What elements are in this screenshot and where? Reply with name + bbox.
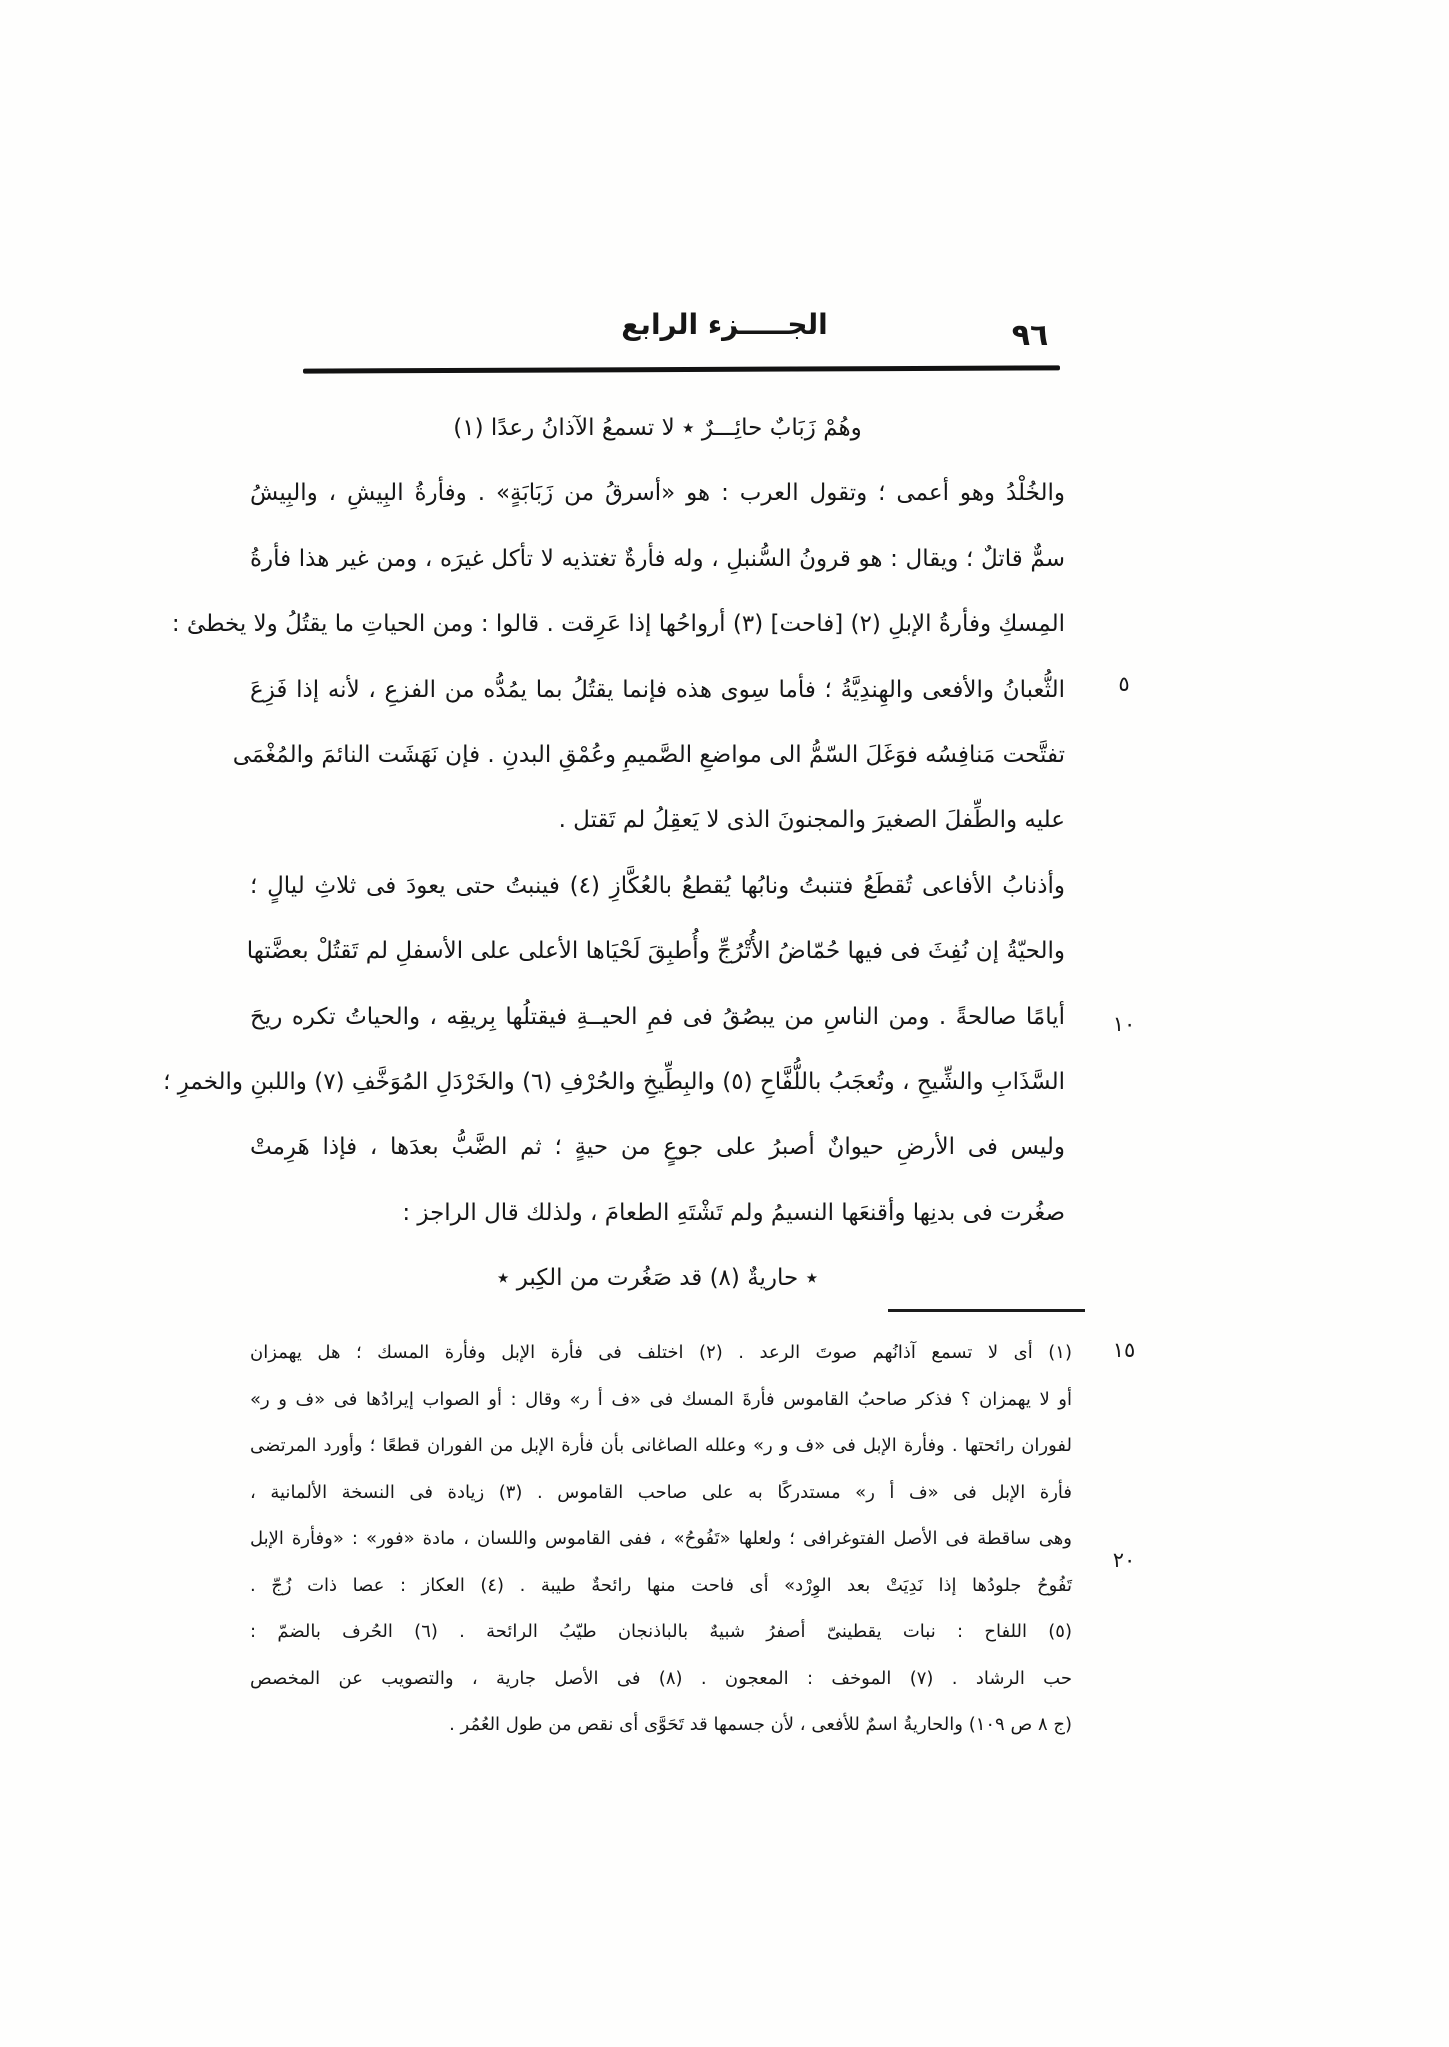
margin-line-number-10: ١٠ [1112,1012,1136,1036]
body-line: تفتَّحت مَنافِسُه فوَغَلَ السّمُّ الى مواضعِ الصَّميمِ وعُمْقِ البدنِ . فإن نَهَشَت النائمَ والمُغْمَى [232,741,1065,768]
body-line: المِسكِ وفأرةُ الإبلِ (٢) [فاحت] (٣) أرواحُها إذا عَرِقت . قالوا : ومن الحياتِ ما يقتُلُ ولا يخطئ : [171,611,1065,638]
volume-title: الجـــــزء الرابع [621,308,828,341]
footnote-line: (١) أى لا تسمع آذانُهم صوتَ الرعد . (٢) اختلف فى فأرة الإبل وفأرة المسك ؛ هل يهمزان [250,1342,1072,1363]
body-line: الثُّعبانُ والأفعى والهِندِيَّةُ ؛ فأما سِوى هذه فإنما يقتُلُ بما يمُدُّه من الفزعِ ، لأنه إذا فَزِعَ [250,676,1065,703]
body-line: وليس فى الأرضِ حيوانٌ أصبرُ على جوعٍ من حيةٍ ؛ ثم الضَّبُّ بعدَها ، فإذا هَرِمتْ [250,1134,1065,1161]
margin-line-number-15: ١٥ [1112,1338,1136,1362]
header-divider-rule [303,365,1060,373]
footnotes-block [250,1330,1072,1749]
body-line-paragraph-end: صغُرت فى بدنِها وأقنعَها النسيمُ ولم تَشْتَهِ الطعامَ ، ولذلك قال الراجز : [402,1199,1065,1226]
footnote-separator-rule [888,1309,1085,1312]
body-line: سمٌّ قاتلٌ ؛ ويقال : هو قرونُ السُّنبلِ ، وله فأرةٌ تغتذيه لا تأكل غيرَه ، ومن غير هذا فأرةُ [250,545,1065,572]
margin-line-number-5: ٥ [1118,672,1130,696]
margin-line-number-20: ٢٠ [1112,1548,1136,1572]
footnote-line: أو لا يهمزان ؟ فذكر صاحبُ القاموس فأرةَ المسك فى «ف أ ر» وقال : أو الصواب إيرادُها فى «ف و ر» [250,1388,1072,1410]
verse-line-bottom: ٭ حاريةٌ (٨) قد صَغُرت من الكِبر ٭ [496,1265,819,1292]
footnote-line: لفوران رائحتها . وفأرة الإبل فى «ف و ر» وعلله الصاغانى بأن فأرة الإبل من الفوران قطعًا ؛ وأورد المرتضى [250,1435,1072,1456]
body-line: وأذنابُ الأفاعى تُقطَعُ فتنبتُ ونابُها يُقطعُ بالعُكَّازِ (٤) فينبتُ حتى يعودَ فى ثلاثِ ليالٍ ؛ [250,872,1065,899]
footnote-line: وهى ساقطة فى الأصل الفتوغرافى ؛ ولعلها «تَفُوحُ» ، ففى القاموس واللسان ، مادة «فور» : «وفأرة الإبل [250,1528,1072,1549]
body-line: والخُلْدُ وهو أعمى ؛ وتقول العرب : هو «أسرقُ من زَبَابَةٍ» . وفأرةُ البِيشِ ، والبِيشُ [250,480,1065,507]
body-line: والحيّةُ إن نُفِثَ فى فيها حُمّاضُ الأُتْرُجِّ وأُطبِقَ لَحْيَاها الأعلى على الأسفلِ لم تَقتُلْ بعضَّتها [246,938,1065,965]
body-line: السَّذَابِ والشِّيحِ ، وتُعجَبُ باللُّفَّاحِ (٥) والبِطِّيخِ والحُرْفِ (٦) والخَرْدَلِ المُوَخَّفِ (٧) واللبنِ والخمرِ ؛ [163,1068,1065,1095]
footnote-line: فأرة الإبل فى «ف أ ر» مستدركًا به على صاحب القاموس . (٣) زيادة فى النسخة الألمانية ، [250,1481,1072,1503]
verse-line-top: وهُمْ زَبَابٌ حائِـــرٌ ٭ لا تسمعُ الآذانُ رعدًا (١) [453,415,862,441]
main-text-block [163,396,1065,1311]
footnote-line: حب الرشاد . (٧) الموخف : المعجون . (٨) فى الأصل جارية ، والتصويب عن المخصص [250,1667,1072,1689]
body-line: أيامًا صالحةً . ومن الناسِ من يبصُقُ فى فمِ الحيــةِ فيقتلُها بِريقِه ، والحياتُ تكره ريحَ [250,1003,1065,1030]
footnote-line: تَفُوحُ جلودُها إذا نَدِيَتْ بعد الوِرْد» أى فاحت منها رائحةٌ طيبة . (٤) العكاز : عصا ذات زُجّ . [250,1574,1072,1596]
footnote-line: (٥) اللفاح : نبات يقطينىّ أصفرُ شبيهٌ بالباذنجان طيّبُ الرائحة . (٦) الحُرف بالضمّ : [250,1621,1072,1642]
footnote-line-last: (ج ٨ ص ١٠٩) والحاريةُ اسمٌ للأفعى ، لأن جسمها قد تَحَوَّى أى نقص من طول العُمُر . [449,1714,1072,1735]
page-number: ٩٦ [1011,318,1049,353]
body-line-paragraph-end: عليه والطِّفلَ الصغيرَ والمجنونَ الذى لا يَعقِلُ لم تَقتل . [558,807,1065,834]
